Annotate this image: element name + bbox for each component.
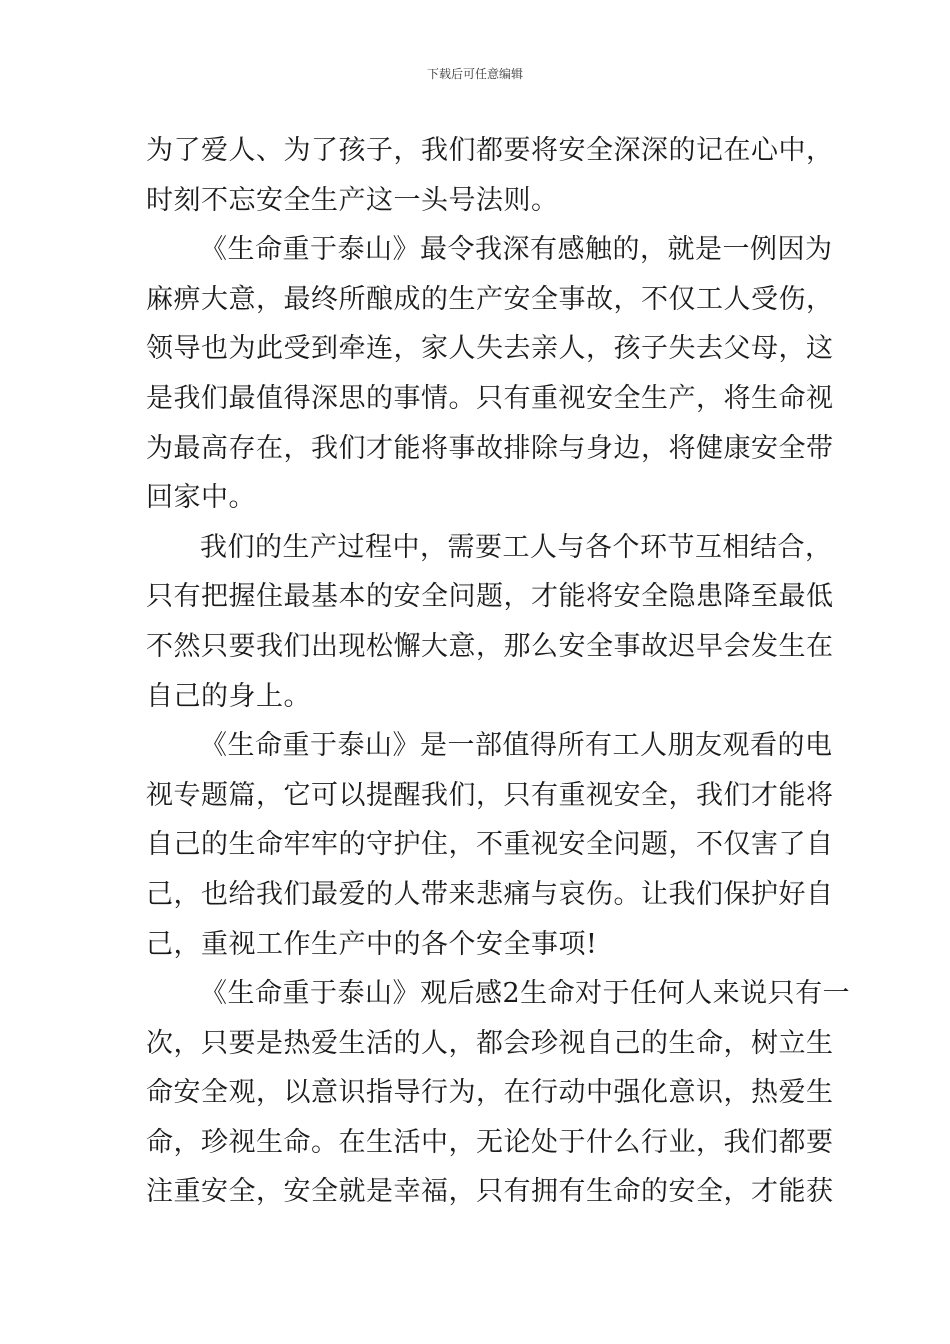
text-line: 领导也为此受到牵连，家人失去亲人，孩子失去父母，这 — [146, 333, 834, 365]
text-line: 自己的生命牢牢的守护住，不重视安全问题，不仅害了自 — [146, 829, 834, 861]
text-line: 己，重视工作生产中的各个安全事项! — [146, 928, 598, 960]
text-line: 是我们最值得深思的事情。只有重视安全生产，将生命视 — [146, 382, 834, 414]
text-line: 《生命重于泰山》是一部值得所有工人朋友观看的电 — [200, 730, 833, 762]
page-header: 下载后可任意编辑 — [426, 67, 523, 81]
text-line: 回家中。 — [146, 482, 256, 514]
text-line: 视专题篇，它可以提醒我们，只有重视安全，我们才能将 — [146, 779, 834, 811]
text-line: 《生命重于泰山》观后感2生命对于任何人来说只有一 — [200, 978, 851, 1010]
text-line: 麻痹大意，最终所酿成的生产安全事故，不仅工人受伤， — [146, 283, 834, 315]
text-line: 自己的身上。 — [146, 680, 311, 712]
text-line: 次，只要是热爱生活的人，都会珍视自己的生命，树立生 — [146, 1027, 834, 1059]
text-line: 我们的生产过程中，需要工人与各个环节互相结合， — [200, 531, 833, 563]
text-line: 不然只要我们出现松懈大意，那么安全事故迟早会发生在 — [146, 630, 834, 662]
text-line: 为最高存在，我们才能将事故排除与身边，将健康安全带 — [146, 432, 834, 464]
text-line: 只有把握住最基本的安全问题，才能将安全隐患降至最低 — [146, 581, 834, 613]
text-line: 命安全观，以意识指导行为，在行动中强化意识，热爱生 — [146, 1077, 834, 1109]
text-line: 《生命重于泰山》最令我深有感触的，就是一例因为 — [200, 234, 833, 266]
text-line: 注重安全，安全就是幸福，只有拥有生命的安全，才能获 — [146, 1176, 834, 1208]
text-line: 为了爱人、为了孩子，我们都要将安全深深的记在心中， — [146, 135, 834, 166]
document-body — [146, 126, 851, 1217]
text-line: 己，也给我们最爱的人带来悲痛与哀伤。让我们保护好自 — [146, 878, 834, 910]
text-line: 时刻不忘安全生产这一头号法则。 — [146, 184, 559, 216]
text-line: 命，珍视生命。在生活中，无论处于什么行业，我们都要 — [146, 1126, 834, 1158]
